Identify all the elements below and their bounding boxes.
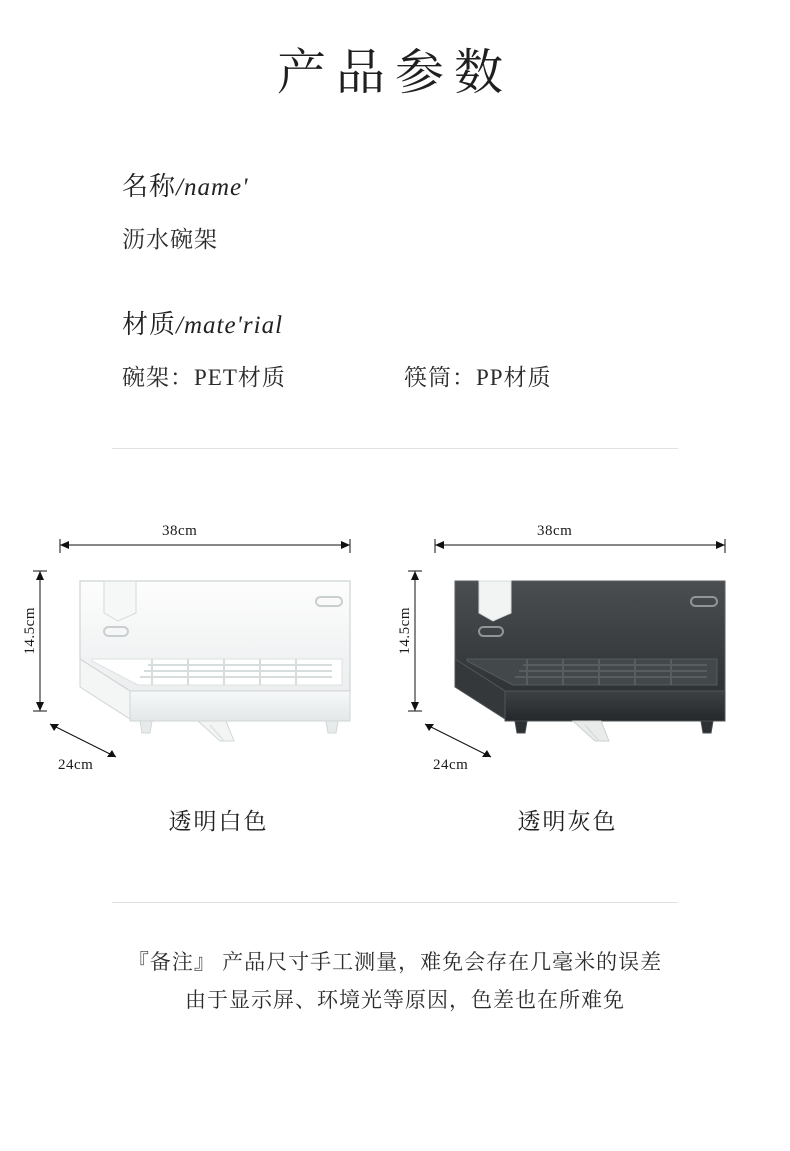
product-gallery <box>0 509 790 836</box>
material-item-key: 碗架： <box>122 365 194 390</box>
page-title: 产品参数 <box>276 45 513 100</box>
dish-rack-gray-illustration <box>395 509 770 779</box>
dish-rack-white-illustration <box>20 509 395 779</box>
material-item <box>404 359 552 392</box>
material-item-value: PP材质 <box>476 365 552 390</box>
dim-width-gray: 38cm <box>537 523 573 539</box>
footnote-line-2: 由于显示屏、环境光等原因，色差也在所难免 <box>185 988 625 1012</box>
footnote <box>0 943 790 1019</box>
footnote-text-1: 产品尺寸手工测量，难免会存在几毫米的误差 <box>222 950 663 974</box>
dim-height-gray: 14.5cm <box>397 607 413 655</box>
spec-name-label <box>122 166 790 203</box>
footnote-line-1 <box>0 943 790 981</box>
product-image-gray <box>395 509 770 779</box>
material-item-key: 筷筒： <box>404 365 476 390</box>
product-caption-white: 透明白色 <box>168 809 269 834</box>
product-card-gray <box>395 509 770 836</box>
spec-name-label-latin: /name' <box>176 174 249 201</box>
note-divider <box>112 902 678 903</box>
spec-material-label-latin: /mate'rial <box>176 312 284 339</box>
dim-height-white: 14.5cm <box>22 607 38 655</box>
spec-material-label <box>122 304 790 341</box>
dim-width-white: 38cm <box>162 523 198 539</box>
dim-depth-gray: 24cm <box>433 757 469 773</box>
spec-list <box>122 166 790 392</box>
product-card-white <box>20 509 395 836</box>
dim-depth-white: 24cm <box>58 757 94 773</box>
product-caption-gray: 透明灰色 <box>517 809 618 834</box>
section-divider <box>112 448 678 449</box>
spec-material-values <box>122 359 790 392</box>
material-item <box>122 359 404 392</box>
spec-spacer <box>122 254 790 304</box>
product-image-white <box>20 509 395 779</box>
footnote-tag: 『备注』 <box>127 950 216 974</box>
spec-name-value: 沥水碗架 <box>122 227 218 252</box>
material-item-value: PET材质 <box>194 365 286 390</box>
spec-name-label-cn: 名称 <box>122 172 177 201</box>
spec-material-label-cn: 材质 <box>122 310 177 339</box>
